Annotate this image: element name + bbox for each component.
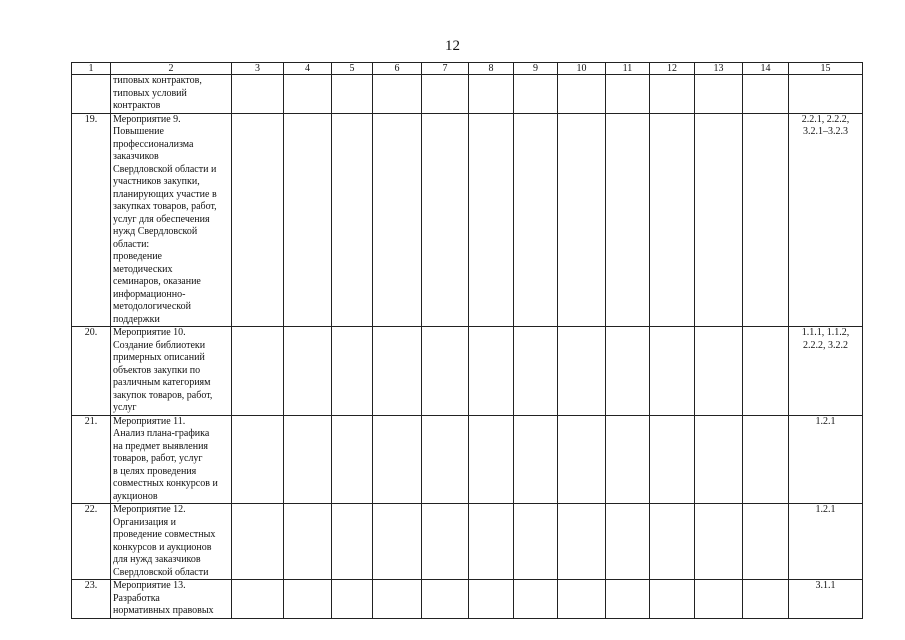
target-indicators: 1.2.1 bbox=[789, 504, 863, 580]
table-header-row bbox=[72, 63, 863, 75]
page-number: 12 bbox=[445, 38, 460, 54]
table-row bbox=[72, 113, 863, 327]
target-indicators: 3.1.1 bbox=[789, 580, 863, 619]
column-header: 2 bbox=[111, 63, 232, 75]
table-row bbox=[72, 580, 863, 619]
column-header: 3 bbox=[232, 63, 284, 75]
row-number: 19. bbox=[72, 113, 111, 327]
column-header: 5 bbox=[332, 63, 373, 75]
column-header: 15 bbox=[789, 63, 863, 75]
activity-name: Мероприятие 11. Анализ плана-графика на предмет выявления товаров, работ, услуг в целях проведения совместных конкурсов и аукционов bbox=[111, 415, 232, 504]
column-header: 14 bbox=[743, 63, 789, 75]
column-header: 1 bbox=[72, 63, 111, 75]
row-number: 21. bbox=[72, 415, 111, 504]
column-header: 12 bbox=[650, 63, 695, 75]
column-header: 13 bbox=[695, 63, 743, 75]
row-number: 23. bbox=[72, 580, 111, 619]
table-row bbox=[72, 504, 863, 580]
activity-name: Мероприятие 12. Организация и проведение совместных конкурсов и аукционов для нужд заказчиков Свердловской области bbox=[111, 504, 232, 580]
table-row bbox=[72, 415, 863, 504]
column-header: 10 bbox=[558, 63, 606, 75]
column-header: 7 bbox=[422, 63, 469, 75]
activities-table bbox=[71, 62, 863, 619]
row-number bbox=[72, 75, 111, 114]
activity-name: типовых контрактов, типовых условий контрактов bbox=[111, 75, 232, 114]
target-indicators: 1.2.1 bbox=[789, 415, 863, 504]
target-indicators: 1.1.1, 1.1.2, 2.2.2, 3.2.2 bbox=[789, 327, 863, 416]
activity-name: Мероприятие 10. Создание библиотеки примерных описаний объектов закупки по различным категориям закупок товаров, работ, услуг bbox=[111, 327, 232, 416]
column-header: 4 bbox=[284, 63, 332, 75]
column-header: 6 bbox=[373, 63, 422, 75]
table-row bbox=[72, 75, 863, 114]
activity-name: Мероприятие 9. Повышение профессионализма заказчиков Свердловской области и участников закупки, планирующих участие в закупках товаров, работ, услуг для обеспечения нужд Свердловской области: проведение методических семинаров, оказание информационно- методологической поддержки bbox=[111, 113, 232, 327]
table-row bbox=[72, 327, 863, 416]
column-header: 11 bbox=[606, 63, 650, 75]
row-number: 20. bbox=[72, 327, 111, 416]
activity-name: Мероприятие 13. Разработка нормативных правовых bbox=[111, 580, 232, 619]
column-header: 8 bbox=[469, 63, 514, 75]
column-header: 9 bbox=[514, 63, 558, 75]
row-number: 22. bbox=[72, 504, 111, 580]
target-indicators: 2.2.1, 2.2.2, 3.2.1–3.2.3 bbox=[789, 113, 863, 327]
target-indicators bbox=[789, 75, 863, 114]
